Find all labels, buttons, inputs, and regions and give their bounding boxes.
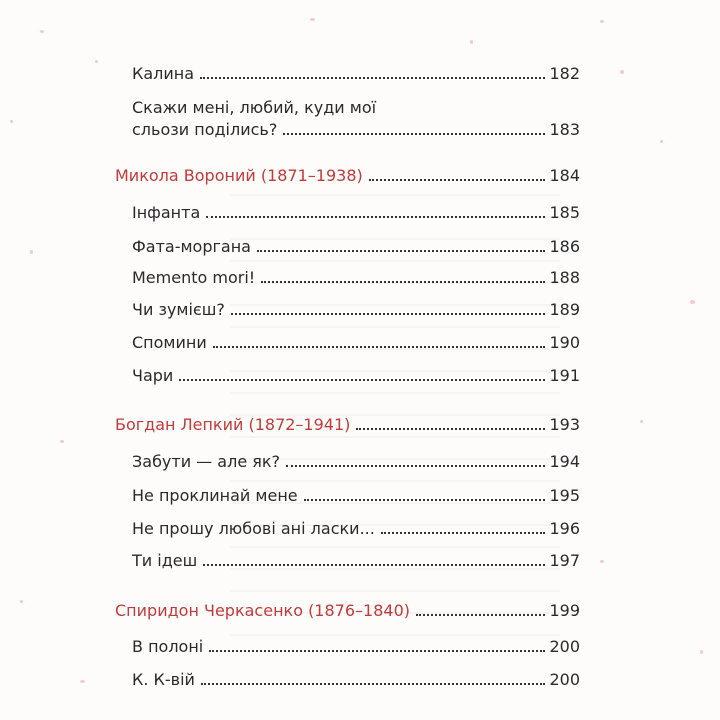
leader-dots: [257, 250, 545, 252]
paper-speck: [10, 120, 13, 123]
paper-speck: [600, 560, 604, 563]
paper-speck: [620, 70, 624, 74]
toc-entry-title: Фата-моргана: [132, 237, 251, 256]
paper-speck: [470, 40, 473, 44]
leader-dots: [283, 133, 545, 135]
toc-entry-page: 190: [549, 333, 580, 352]
leader-dots: [261, 281, 545, 283]
toc-entry-page: 193: [549, 415, 580, 434]
toc-entry-page: 185: [549, 203, 580, 222]
toc-entry-page: 195: [549, 486, 580, 505]
toc-entry-page: 189: [549, 300, 580, 319]
paper-speck: [95, 60, 98, 63]
toc-entry-title: Чи зумієш?: [132, 300, 225, 319]
leader-dots: [179, 379, 545, 381]
paper-speck: [20, 600, 23, 603]
toc-entry-page: 184: [549, 166, 580, 185]
toc-entry-page: 191: [549, 366, 580, 385]
toc-entry[interactable]: [132, 452, 580, 472]
paper-speck: [30, 250, 33, 254]
leader-dots: [304, 499, 546, 501]
paper-speck: [640, 420, 643, 423]
toc-entry-page: 186: [549, 237, 580, 256]
author-name: Спиридон Черкасенко (1876–1840): [115, 601, 410, 620]
toc-entry-title: Інфанта: [132, 203, 201, 222]
toc-entry[interactable]: [132, 237, 580, 257]
leader-dots: [206, 216, 545, 218]
toc-entry[interactable]: [132, 551, 580, 571]
toc-entry[interactable]: [132, 366, 580, 386]
leader-dots: [381, 532, 546, 534]
toc-entry-page: 197: [549, 551, 580, 570]
toc-entry-page: 194: [549, 452, 580, 471]
toc-entry-title: сльози поділись?: [132, 120, 278, 139]
toc-entry-page: 188: [549, 268, 580, 287]
toc-entry-page: 200: [549, 670, 580, 689]
toc-entry-title: Не прошу любові ані ласки...: [132, 519, 375, 538]
paper-speck: [80, 680, 85, 683]
paper-speck: [660, 140, 663, 143]
toc-entry-title: Чари: [132, 366, 174, 385]
toc-entry-title: Ти ідеш: [132, 551, 198, 570]
toc-entry[interactable]: [132, 120, 580, 140]
author-name: Микола Вороний (1871–1938): [115, 166, 363, 185]
toc-author-heading[interactable]: [115, 166, 580, 186]
paper-speck: [690, 300, 695, 304]
paper-speck: [600, 20, 604, 23]
toc-entry-page: 182: [549, 64, 580, 83]
author-name: Богдан Лепкий (1872–1941): [115, 415, 351, 434]
paper-speck: [60, 440, 64, 443]
toc-entry-page: 196: [549, 519, 580, 538]
toc-entry[interactable]: [132, 637, 580, 657]
toc-entry-title-line1: Скажи мені, любий, куди мої: [132, 98, 377, 117]
leader-dots: [416, 614, 545, 616]
leader-dots: [369, 179, 546, 181]
toc-entry-title: Спомини: [132, 333, 207, 352]
leader-dots: [231, 313, 546, 315]
paper-speck: [310, 18, 315, 21]
toc-author-heading[interactable]: [115, 415, 580, 435]
toc-entry-title: Не проклинай мене: [132, 486, 298, 505]
paper-speck: [40, 30, 44, 33]
toc-entry[interactable]: [132, 268, 580, 288]
toc-entry[interactable]: [132, 519, 580, 539]
toc-entry-page: 183: [549, 120, 580, 139]
toc-entry[interactable]: [132, 486, 580, 506]
leader-dots: [200, 77, 545, 79]
leader-dots: [209, 650, 545, 652]
toc-entry[interactable]: [132, 670, 580, 690]
toc-entry-title: Memento mori!: [132, 268, 256, 287]
leader-dots: [356, 428, 545, 430]
toc-entry-page: 199: [549, 601, 580, 620]
toc-entry-title: Забути — але як?: [132, 452, 281, 471]
toc-entry[interactable]: [132, 203, 580, 223]
toc-entry[interactable]: [132, 300, 580, 320]
toc-entry-title: Калина: [132, 64, 195, 83]
toc-entry[interactable]: [132, 64, 580, 84]
toc-entry-page: 200: [549, 637, 580, 656]
leader-dots: [213, 346, 546, 348]
toc-entry-title: К. К-вій: [132, 670, 195, 689]
toc-entry[interactable]: [132, 333, 580, 353]
leader-dots: [286, 465, 545, 467]
toc-entry-title: В полоні: [132, 637, 204, 656]
leader-dots: [201, 683, 546, 685]
toc-author-heading[interactable]: [115, 601, 580, 621]
leader-dots: [203, 564, 545, 566]
paper-speck: [700, 650, 703, 654]
